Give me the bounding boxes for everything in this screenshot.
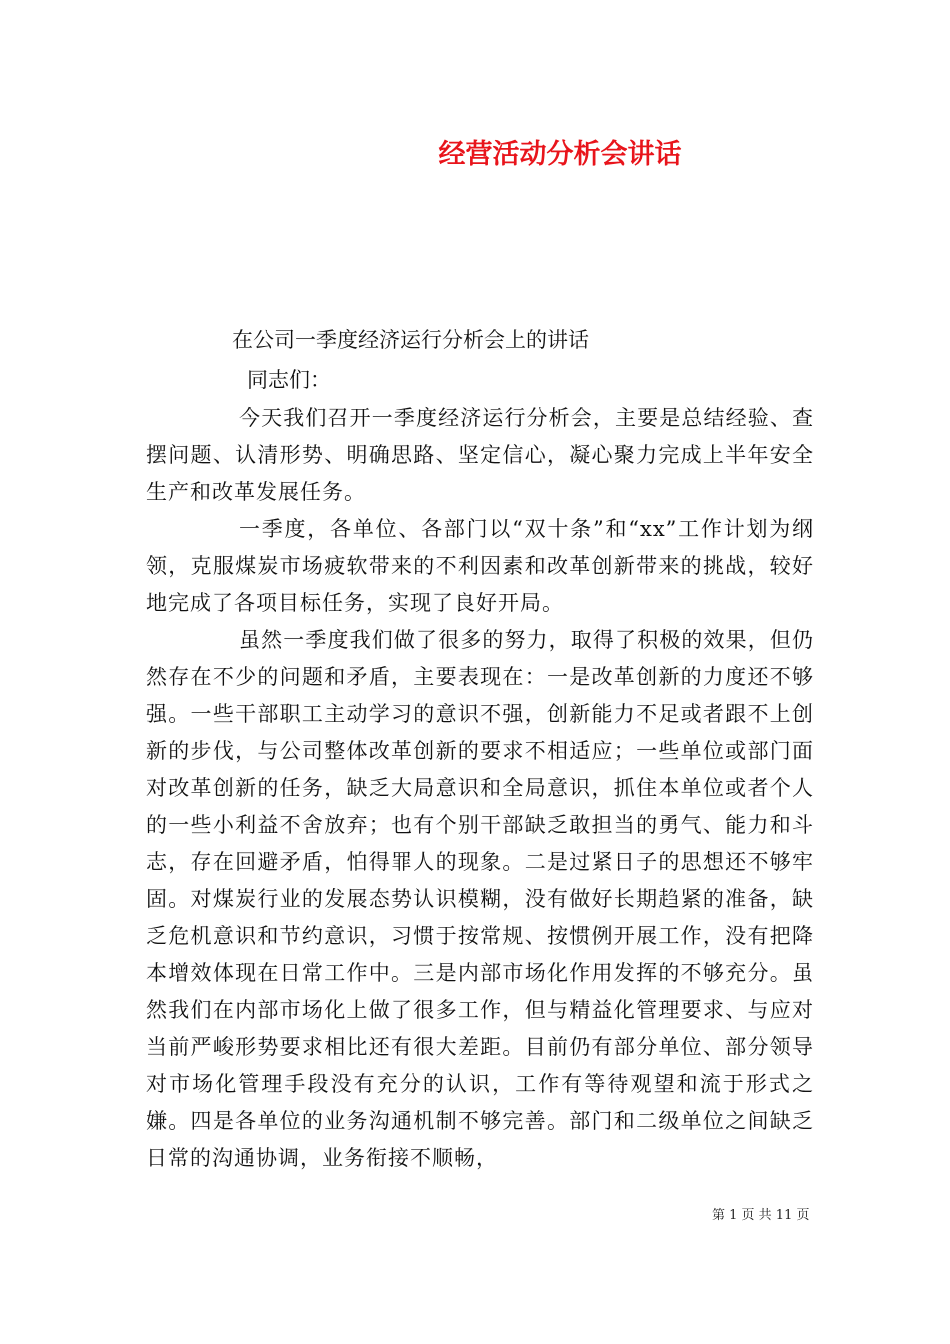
paragraph-2: 一季度，各单位、各部门以“双十条”和“xx”工作计划为纲领，克服煤炭市场疲软带来的不利因素和改革创新带来的挑战，较好地完成了各项目标任务，实现了良好开局。 [146, 517, 814, 615]
speech-subtitle: 在公司一季度经济运行分析会上的讲话 [232, 328, 589, 352]
greeting: 同志们： [247, 368, 331, 392]
paragraph-3: 虽然一季度我们做了很多的努力，取得了积极的效果，但仍然存在不少的问题和矛盾，主要表现在：一是改革创新的力度还不够强。一些干部职工主动学习的意识不强，创新能力不足或者跟不上创新的步伐，与公司整体改革创新的要求不相适应；一些单位或部门面对改革创新的任务，缺乏大局意识和全局意识，抓住本单位或者个人的一些小利益不舍放弃；也有个别干部缺乏敢担当的勇气、能力和斗志，存在回避矛盾，怕得罪人的现象。二是过紧日子的思想还不够牢固。对煤炭行业的发展态势认识模糊，没有做好长期趋紧的准备，缺乏危机意识和节约意识，习惯于按常规、按惯例开展工作，没有把降本增效体现在日常工作中。三是内部市场化作用发挥的不够充分。虽然我们在内部市场化上做了很多工作，但与精益化管理要求、与应对当前严峻形势要求相比还有很大差距。目前仍有部分单位、部分领导对市场化管理手段没有充分的认识，工作有等待观望和流于形式之嫌。四是各单位的业务沟通机制不够完善。部门和二级单位之间缺乏日常的沟通协调，业务衔接不顺畅， [146, 628, 814, 1170]
document-title: 经营活动分析会讲话 [438, 139, 682, 170]
document-body [146, 400, 814, 1177]
paragraph-1: 今天我们召开一季度经济运行分析会，主要是总结经验、查摆问题、认清形势、明确思路、坚定信心，凝心聚力完成上半年安全生产和改革发展任务。 [146, 406, 814, 504]
page-number: 第 1 页 共 11 页 [712, 1208, 810, 1223]
